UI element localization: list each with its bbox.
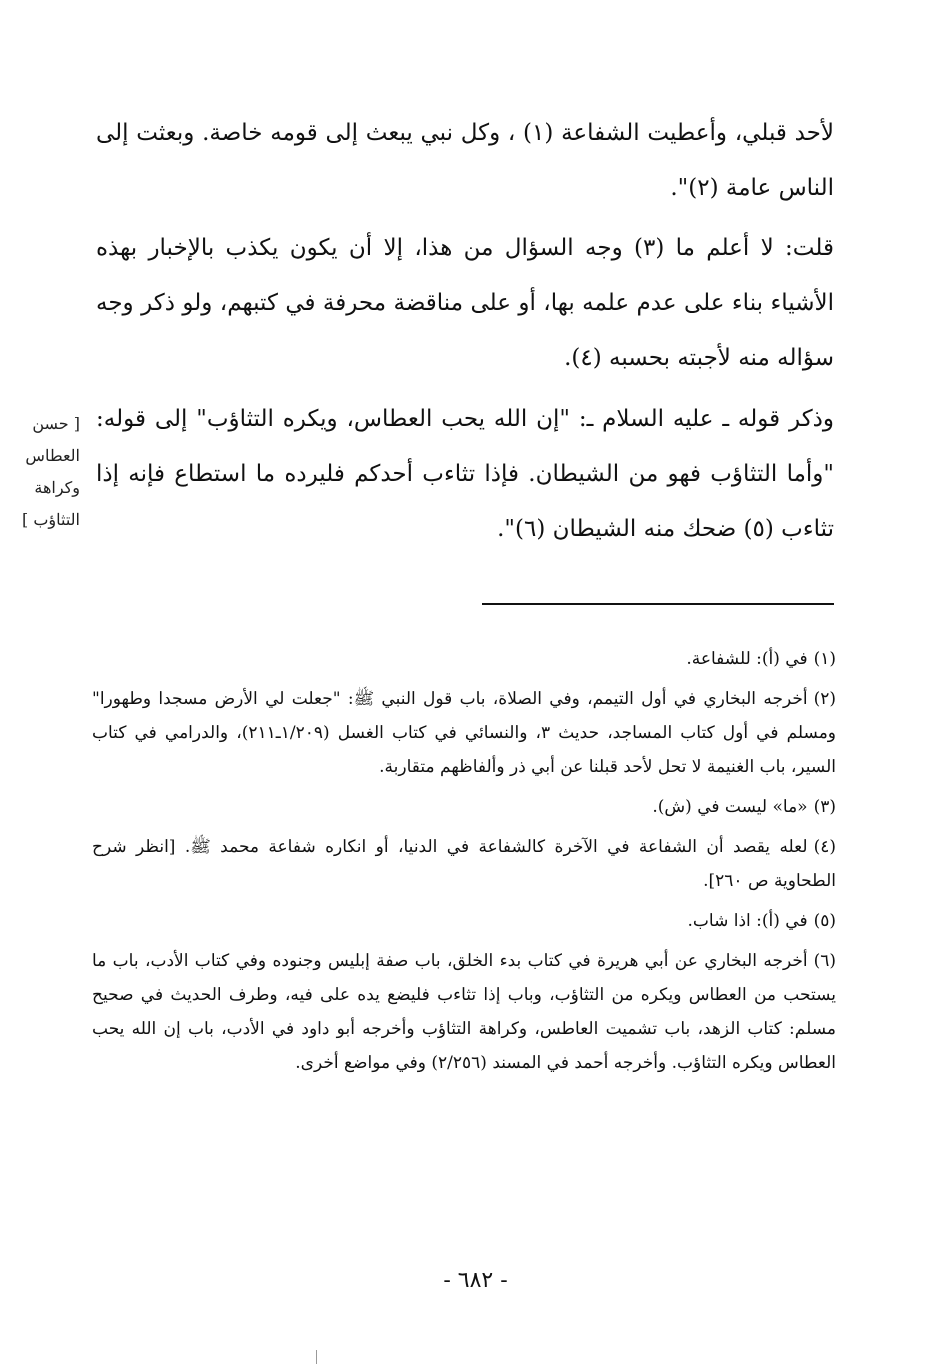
footnote-5 xyxy=(92,904,836,938)
footnote-text: أخرجه البخاري عن أبي هريرة في كتاب بدء الخلق، باب صفة إبليس وجنوده وفي كتاب الأدب، باب ما يستحب من العطاس ويكره من التثاؤب، وباب إذا تثاءب فليضع يده على فيه، وطرف الحديث في صحيح مسلم: كتاب الزهد، باب تشميت العاطس، وكراهة التثاؤب وأخرجه أبو داود في الأدب، باب إن الله يحب العطاس ويكره التثاؤب. وأخرجه أحمد في المسند (٢/٢٥٦) وفي مواضع أخرى. xyxy=(92,951,836,1073)
footnote-number: (٥) xyxy=(813,911,836,931)
footnote-separator xyxy=(482,603,834,605)
page-number: - ٦٨٢ - xyxy=(443,1268,508,1293)
footnote-text: لعله يقصد أن الشفاعة في الآخرة كالشفاعة في الدنيا، أو انكاره شفاعة محمد ﷺ. [انظر شرح الطحاوية ص ٢٦٠]. xyxy=(92,837,836,891)
footnote-number: (٢) xyxy=(813,689,836,709)
footnote-text: أخرجه البخاري في أول التيمم، وفي الصلاة، باب قول النبي ﷺ: "جعلت لي الأرض مسجدا وطهورا" ومسلم في أول كتاب المساجد، حديث ٣، والنسائي في كتاب الغسل (١/٢٠٩ـ٢١١)، والدرامي في كتاب السير، باب الغنيمة لا تحل لأحد قبلنا عن أبي ذر وألفاظهم متقاربة. xyxy=(92,689,837,777)
footnote-4 xyxy=(92,830,836,898)
footnote-2 xyxy=(92,682,836,784)
footnote-3 xyxy=(92,790,836,824)
footnote-number: (٤) xyxy=(813,837,836,857)
body-paragraph-1: لأحد قبلي، وأعطيت الشفاعة (١) ، وكل نبي يبعث إلى قومه خاصة. وبعثت إلى الناس عامة (٢)". xyxy=(96,120,834,201)
footnote-number: (٦) xyxy=(813,951,836,971)
footnote-1 xyxy=(92,642,836,676)
margin-note-line: وكراهة xyxy=(34,478,80,497)
footnotes-section xyxy=(92,642,836,1086)
margin-note-line: [ حسن xyxy=(32,414,80,433)
margin-note xyxy=(0,408,80,536)
body-paragraph-2: قلت: لا أعلم ما (٣) وجه السؤال من هذا، إلا أن يكون يكذب بالإخبار بهذه الأشياء بناء على عدم علمه بها، أو على مناقضة محرفة في كتبهم، ولو ذكر وجه سؤاله منه لأجبته بحسبه (٤). xyxy=(96,235,834,371)
margin-note-line: التثاؤب ] xyxy=(22,510,80,529)
body-paragraph-3: وذكر قوله ـ عليه السلام ـ: "إن الله يحب العطاس، ويكره التثاؤب" إلى قوله: "وأما التثاؤب فهو من الشيطان. فإذا تثاءب أحدكم فليرده ما استطاع فإنه إذا تثاءب (٥) ضحك منه الشيطان (٦)". xyxy=(96,406,834,542)
footnote-number: (١) xyxy=(813,649,836,669)
footnote-text: «ما» ليست في (ش). xyxy=(652,797,808,817)
footnote-text: في (أ): للشفاعة. xyxy=(686,649,808,669)
footnote-number: (٣) xyxy=(813,797,836,817)
footnote-text: في (أ): اذا شاب. xyxy=(687,911,808,931)
margin-note-line: العطاس xyxy=(25,446,80,465)
scan-mark xyxy=(316,1350,317,1364)
footnote-6 xyxy=(92,944,836,1080)
